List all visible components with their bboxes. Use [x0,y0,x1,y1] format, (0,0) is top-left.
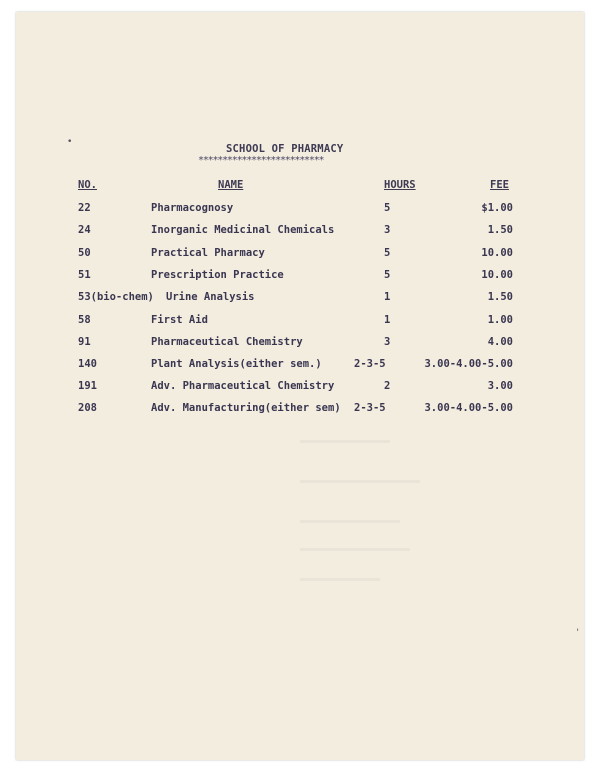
cell-name: Prescription Practice [151,269,284,281]
cell-no: 24 [78,224,91,236]
table-row [0,291,600,307]
cell-fee: $1.00 [481,202,513,214]
header-name: NAME [218,179,244,191]
bleed-through-mark [300,480,420,483]
cell-hours: 2-3-5 [354,402,386,414]
table-row [0,314,600,330]
cell-no: 191 [78,380,97,392]
header-fee: FEE [490,179,509,191]
cell-fee: 1.00 [487,314,513,326]
cell-fee: 4.00 [487,336,513,348]
cell-no: 91 [78,336,91,348]
cell-name: Inorganic Medicinal Chemicals [151,224,335,236]
table-row [0,269,600,285]
cell-name: Adv. Pharmaceutical Chemistry [151,380,335,392]
cell-name: Pharmaceutical Chemistry [151,336,303,348]
cell-fee: 3.00 [487,380,513,392]
cell-no: 51 [78,269,91,281]
cell-no: 50 [78,247,91,259]
cell-hours: 2-3-5 [354,358,386,370]
cell-fee: 3.00-4.00-5.00 [424,358,513,370]
cell-hours: 3 [384,336,391,348]
bleed-through-mark [300,548,410,551]
cell-name: First Aid [151,314,208,326]
cell-fee: 10.00 [481,269,513,281]
cell-hours: 1 [384,314,391,326]
cell-no: 58 [78,314,91,326]
bleed-through-mark [300,578,380,581]
cell-name: Adv. Manufacturing(either sem) [151,402,341,414]
cell-name: Urine Analysis [166,291,255,303]
cell-hours: 1 [384,291,391,303]
header-hours: HOURS [384,179,416,191]
stray-mark: • [67,137,73,147]
title-underline: ************************** [198,155,324,166]
page-title: SCHOOL OF PHARMACY [226,143,344,155]
table-row [0,224,600,240]
cell-no: 53(bio-chem) [78,291,154,303]
table-row [0,402,600,418]
stray-mark: ' [575,628,581,638]
cell-no: 22 [78,202,91,214]
cell-hours: 3 [384,224,391,236]
cell-fee: 1.50 [487,224,513,236]
cell-fee: 10.00 [481,247,513,259]
table-row [0,380,600,396]
bleed-through-mark [300,440,390,443]
cell-hours: 5 [384,247,391,259]
cell-name: Practical Pharmacy [151,247,265,259]
cell-name: Plant Analysis(either sem.) [151,358,322,370]
table-row [0,358,600,374]
header-no: NO. [78,179,97,191]
table-row [0,247,600,263]
cell-hours: 5 [384,202,391,214]
cell-hours: 5 [384,269,391,281]
table-row [0,336,600,352]
cell-no: 208 [78,402,97,414]
cell-name: Pharmacognosy [151,202,234,214]
table-row [0,202,600,218]
cell-fee: 1.50 [487,291,513,303]
cell-hours: 2 [384,380,391,392]
bleed-through-mark [300,520,400,523]
cell-no: 140 [78,358,97,370]
cell-fee: 3.00-4.00-5.00 [424,402,513,414]
